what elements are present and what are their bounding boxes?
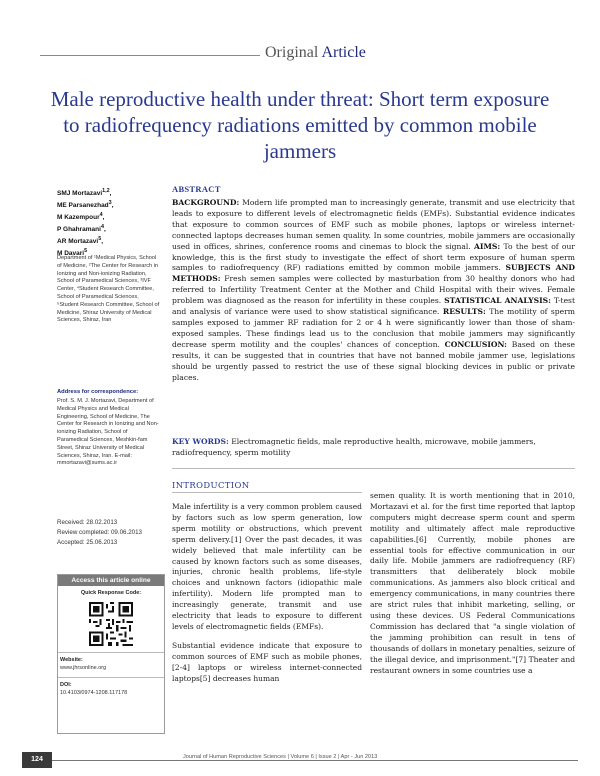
qr-code-icon[interactable]	[89, 602, 133, 646]
introduction-rule	[172, 492, 362, 493]
access-box	[57, 574, 165, 734]
date-review: Review completed: 09.06.2013	[57, 529, 142, 536]
author-2: ME Parsanezhad$^3$,	[57, 199, 114, 210]
date-received: Received: 28.02.2013	[57, 519, 118, 526]
introduction-heading: INTRODUCTION	[172, 480, 250, 490]
correspondence-heading: Address for correspondence:	[57, 389, 139, 395]
intro-paragraph-1: Male infertility is a very common problem caused by factors such as low sperm generation, low sperm motility or obstructions, which prevent sperm delivery.[1] Over the past decades, it was widely believed that male infertility can be caused by known factors such as some diseases, injuries, chronic health problems, life-style choices and unknown factors (idiopathic male infertility). Modern life prompted man to increasingly generate, transmit and use electricity that leads to exposure to different levels of electromagnetic fields (EMFs).	[172, 502, 362, 631]
affiliations: Department of ¹Medical Physics, School of Medicine, ²The Center for Research in Ionizing and Non-ionizing Radiation, School of Paramedical Sciences, ³IVF Center, ⁴Student Research Committee, School of Paramedical Sciences, ⁵Student Research Committee, School of Medicine, Shiraz University of Medical Sciences, Shiraz, Iran	[57, 255, 160, 324]
body-column-left	[172, 502, 362, 685]
footer-rule	[52, 760, 578, 761]
journal-citation: Journal of Human Reproductive Sciences | Volume 6 | Issue 2 | Apr - Jun 2013	[180, 754, 380, 760]
author-4: P Ghahramani$^4$,	[57, 223, 106, 234]
author-1: SMJ Mortazavi$^{1,2}$,	[57, 188, 112, 198]
article-type-label: Original Article	[265, 44, 366, 61]
author-5: AR Mortazavi$^5$,	[57, 235, 104, 245]
header-rule	[40, 55, 260, 56]
intro-paragraph-2: Substantial evidence indicate that exposure to common sources of EMF such as mobile phones,[2-4] laptops or wireless internet-connected laptops[5] decreases human	[172, 640, 362, 683]
author-list	[57, 187, 157, 259]
author-6: M Davari$^5$	[57, 247, 88, 257]
doi-label: DOI:	[60, 682, 72, 688]
date-accepted: Accepted: 25.06.2013	[57, 539, 118, 546]
access-divider-2	[58, 677, 164, 678]
qr-label: Quick Response Code:	[80, 590, 142, 596]
abstract-body: BACKGROUND: Modern life prompted man to increasingly generate, transmit and use electricity that leads to exposure to different levels of electromagnetic fields (EMFs). Substantial evidence indicates that exposure to common sources of EMF such as mobile phones, laptops or wireless internet-connected laptops decreases human semen quality. In some countries, mobile jammers are occasionally used in offices, shrines, conference rooms and cinemas to block the signal. AIMS: To the best of our knowledge, this is the first study to investigate the effect of short term exposure of human sperm samples to radiofrequency (RF) radiations emitted by common mobile jammers. SUBJECTS AND METHODS: Fresh semen samples were collected by masturbation from 30 healthy donors who had referred to Infertility Treatment Center at the Mother and Child Hospital with their wives. Female problem was diagnosed as the reason for infertility in these couples. STATISTICAL ANALYSIS: T-test and analysis of variance were used to show statistical significance. RESULTS: The motility of sperm samples exposed to jammer RF radiation for 2 or 4 h were significantly lower than those of sham-exposed samples. These findings lead us to the conclusion that mobile jammers may significantly decrease sperm motility and the couples' chances of conception. CONCLUSION: Based on these results, it can be suggested that in countries that have not banned mobile jammer use, legislations should be urgently passed to restrict the use of these signal blocking devices in public or private places.	[172, 198, 576, 382]
page-footer	[0, 752, 600, 768]
body-column-right: semen quality. It is worth mentioning that in 2010, Mortazavi et al. for the first time reported that laptop computers might decrease sperm count and sperm motility and ultimately affect male reproductive capabilities.[6] Currently, mobile phones are essential tools for effective communication in our daily life. Mobile jammers are radiofrequency (RF) transmitters that deliberately block mobile communications. As jammers also block critical and emergency communications, in many countries there are strict rules that inhibit marketing, selling, or using these devices. US Federal Communications Commission has declared that "a single violation of the jamming prohibition can result in tens of thousands of dollars in monetary penalties, seizure of the illegal device, and imprisonment."[7] Theater and restaurant owners in some countries use a	[370, 491, 575, 675]
access-divider	[58, 652, 164, 653]
abstract-rule	[172, 468, 575, 469]
website-link[interactable]: www.jhrsonline.org	[60, 665, 107, 671]
page-number: 124	[22, 752, 52, 768]
access-heading: Access this article online	[58, 575, 164, 586]
article-dates	[57, 518, 167, 548]
abstract-heading: ABSTRACT	[172, 184, 221, 194]
website-label: Website:	[60, 657, 83, 663]
article-title: Male reproductive health under threat: Short term exposure to radiofrequency radiations emitted by common mobile jammers	[50, 87, 550, 163]
doi-link[interactable]: 10.4103/0974-1208.117178	[60, 690, 128, 696]
author-3: M Kazempour$^4$,	[57, 211, 105, 222]
correspondence-text: Prof. S. M. J. Mortazavi, Department of Medical Physics and Medical Engineering, School of Medicine, The Center for Research in Ionizing and Non-ionizing Radiation, School of Paramedical Sciences, Meshkin-fam Street, Shiraz University of Medical Sciences, Shiraz, Iran. E-mail: mmortazavi@sums.ac.ir	[57, 398, 159, 467]
keywords: KEY WORDS: Electromagnetic fields, male reproductive health, microwave, mobile jammers, radiofrequency, sperm motility	[172, 437, 536, 457]
